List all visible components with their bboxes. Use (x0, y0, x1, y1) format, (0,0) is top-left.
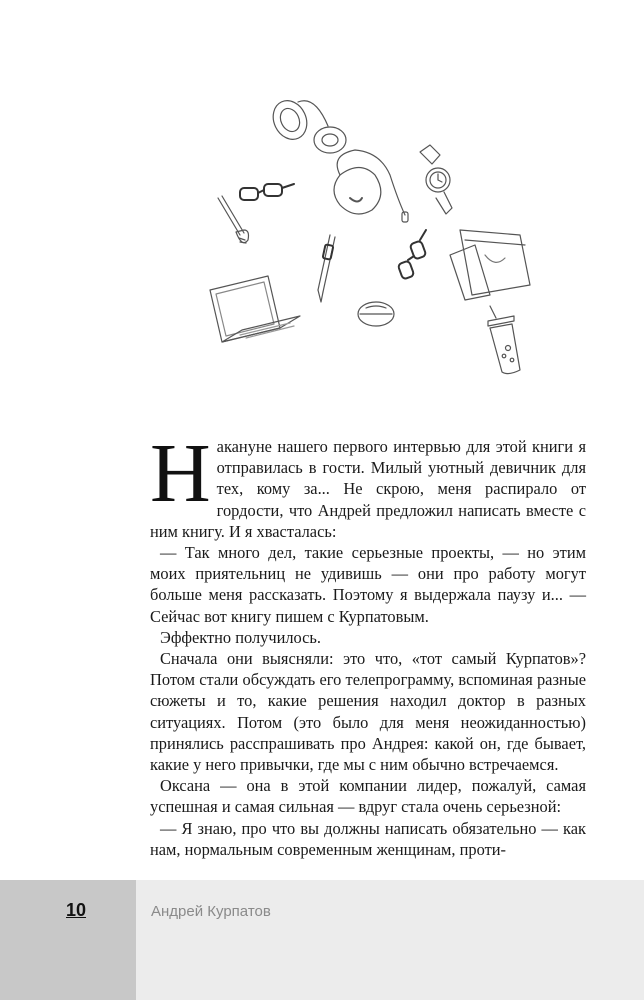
headphones-icon (267, 95, 346, 153)
paragraph-5: Оксана — она в этой компании лидер, пожалуй, самая успешная и самая сильная — вдруг стала очень серьезной: (150, 776, 586, 817)
running-author: Андрей Курпатов (151, 903, 271, 920)
page-number: 10 (66, 900, 87, 920)
paragraph-3: Эффектно получилось. (160, 627, 321, 647)
paragraph-2: — Так много дел, такие серьезные проекты, — но этим моих приятельниц не удивишь — они про работу могут больше меня рассказать. Поэтому я выдержала паузу и... — Сейчас вот книгу пишем с Курпатовым. (150, 543, 586, 626)
mouse-icon (334, 150, 408, 222)
footer-sidebar (0, 880, 136, 1000)
paragraph-4: Сначала они выясняли: это что, «тот самый Курпатов»? Потом стали обсуждать его телепрограмму, вспоминая разные сюжеты и то, какие решения находил доктор в разных ситуациях. Потом (это было для меня неожиданностью) принялись расспрашивать про Андрея: какой он, где бывает, какие у него привычки, где мы с ним обычно встречаемся. (150, 649, 586, 775)
wallet-icon (450, 230, 530, 300)
glasses-icon (398, 230, 427, 280)
wristwatch-icon (420, 145, 452, 214)
hairclip-icon (358, 302, 394, 326)
paragraph-1 (150, 427, 586, 542)
pen-icon (318, 235, 335, 302)
laptop-icon (210, 276, 300, 342)
body-text (150, 427, 586, 860)
coffee-cup-icon (488, 306, 520, 374)
illustration (190, 80, 550, 400)
dropcap: Н (150, 427, 211, 520)
paragraph-1-text: акануне нашего первого интервью для этой книги я отправилась в гости. Милый уютный девичник для тех, кому за... Не скрою, меня распирало от гордости, что Андрей предложил написать вместе с ним книгу. И я хвасталась: (150, 437, 586, 541)
glasses-icon (240, 184, 294, 200)
items-illustration (190, 80, 550, 400)
makeup-brush-icon (218, 196, 249, 243)
paragraph-6: — Я знаю, про что вы должны написать обязательно — как нам, нормальным современным женщинам, проти- (150, 818, 586, 859)
